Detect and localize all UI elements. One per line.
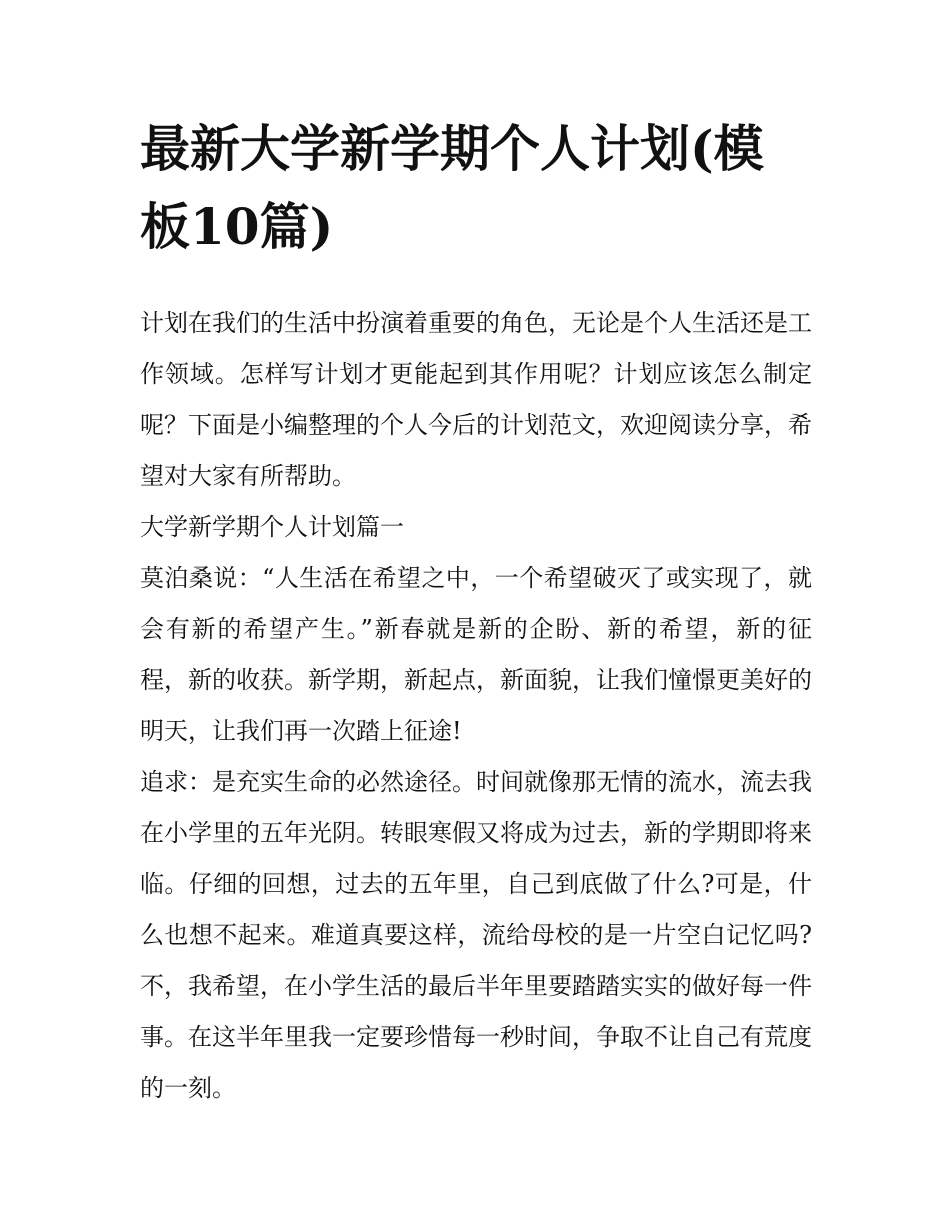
body-paragraph: 追求：是充实生命的必然途径。时间就像那无情的流水，流去我在小学里的五年光阴。转眼寒假又将成为过去，新的学期即将来临。仔细的回想，过去的五年里，自己到底做了什么?可是，什么也想不起来。难道真要这样，流给母校的是一片空白记忆吗?不，我希望，在小学生活的最后半年里要踏踏实实的做好每一件事。在这半年里我一定要珍惜每一秒时间，争取不让自己有荒度的一刻。 <box>140 768 812 1102</box>
intro-paragraph: 计划在我们的生活中扮演着重要的角色，无论是个人生活还是工作领域。怎样写计划才更能起到其作用呢？计划应该怎么制定呢？下面是小编整理的个人今后的计划范文，欢迎阅读分享，希望对大家有所帮助。 <box>140 309 812 490</box>
section-heading: 大学新学期个人计划篇一 <box>140 513 404 541</box>
body-paragraph: 莫泊桑说：“人生活在希望之中，一个希望破灭了或实现了，就会有新的希望产生。”新春就是新的企盼、新的希望，新的征程，新的收获。新学期，新起点，新面貌，让我们憧憬更美好的明天，让我们再一次踏上征途! <box>140 564 812 745</box>
document-page <box>140 110 812 1114</box>
document-title: 最新大学新学期个人计划(模板10篇) <box>140 119 764 256</box>
